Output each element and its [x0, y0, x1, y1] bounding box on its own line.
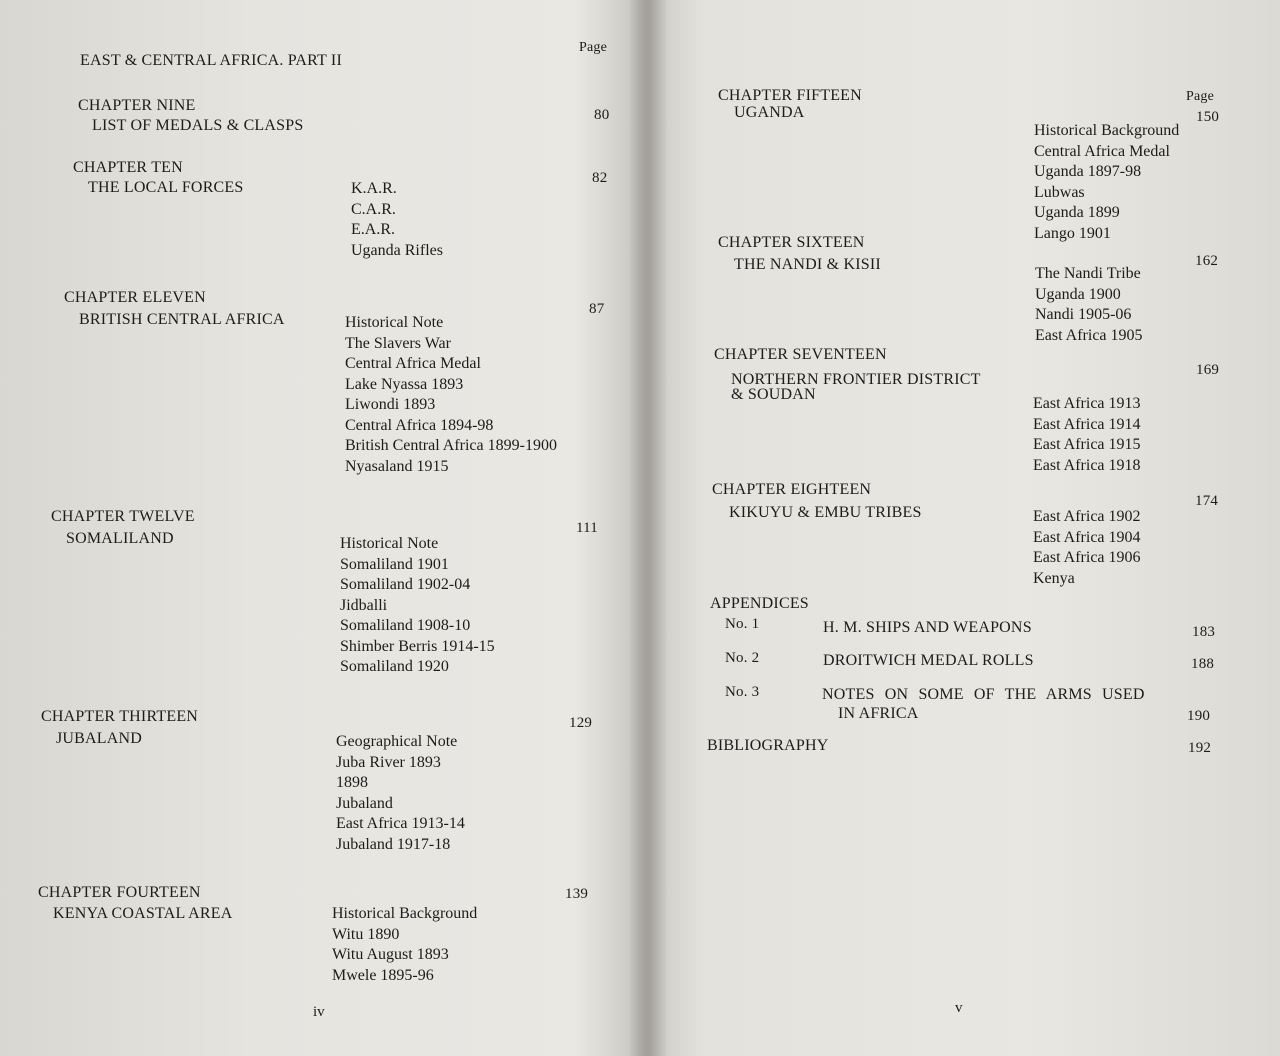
- chapter-heading: CHAPTER EIGHTEEN: [712, 481, 872, 498]
- chapter-heading: CHAPTER ELEVEN: [64, 289, 206, 306]
- appendix-page-number: 190: [1187, 708, 1211, 724]
- section-entry: 1898: [336, 774, 368, 791]
- section-list: [345, 313, 557, 477]
- section-entry: Uganda 1900: [1035, 285, 1121, 303]
- chapter-page-number: 174: [1195, 493, 1219, 509]
- section-entry: Somaliland 1920: [340, 658, 449, 675]
- appendix-title: H. M. SHIPS AND WEAPONS: [823, 619, 1032, 636]
- appendix-title-continued: IN AFRICA: [838, 705, 919, 722]
- section-entry: E.A.R.: [351, 221, 395, 238]
- section-entry: Juba River 1893: [336, 753, 441, 771]
- section-list: [1033, 394, 1141, 476]
- section-list: [351, 179, 443, 261]
- chapter-title: THE NANDI & KISII: [734, 256, 881, 273]
- section-entry: Lango 1901: [1034, 224, 1111, 242]
- section-entry: Central Africa Medal: [345, 355, 481, 372]
- chapter-page-number: 111: [576, 520, 598, 536]
- section-entry: Central Africa 1894-98: [345, 416, 494, 434]
- section-entry: Somaliland 1902-04: [340, 576, 471, 593]
- appendix-title: DROITWICH MEDAL ROLLS: [823, 652, 1034, 669]
- section-entry: Uganda 1899: [1034, 204, 1120, 221]
- chapter-heading: CHAPTER TEN: [73, 159, 183, 176]
- chapter-title: KIKUYU & EMBU TRIBES: [729, 504, 922, 521]
- section-entry: The Slavers War: [345, 334, 451, 352]
- chapter-title: BRITISH CENTRAL AFRICA: [79, 311, 285, 328]
- section-entry: Historical Background: [332, 905, 478, 922]
- chapter-heading: CHAPTER SEVENTEEN: [714, 346, 887, 363]
- section-entry: Central Africa Medal: [1034, 142, 1170, 160]
- bibliography-heading: BIBLIOGRAPHY: [707, 737, 829, 754]
- chapter-page-number: 139: [565, 886, 589, 902]
- section-entry: Witu 1890: [332, 925, 400, 943]
- section-entry: East Africa 1902: [1033, 508, 1141, 525]
- section-list: [336, 732, 465, 855]
- page-folio: v: [955, 1000, 963, 1016]
- chapter-page-number: 169: [1196, 362, 1220, 378]
- section-entry: Jidballi: [340, 596, 388, 614]
- section-entry: East Africa 1906: [1033, 549, 1141, 566]
- chapter-title: THE LOCAL FORCES: [88, 179, 244, 196]
- section-entry: C.A.R.: [351, 200, 396, 218]
- section-list: [332, 904, 477, 986]
- chapter-heading: CHAPTER FOURTEEN: [38, 884, 201, 901]
- section-entry: Somaliland 1901: [340, 555, 449, 573]
- chapter-page-number: 150: [1196, 109, 1220, 125]
- chapter-title: SOMALILAND: [66, 530, 174, 547]
- chapter-heading: CHAPTER FIFTEEN: [718, 87, 862, 104]
- chapter-heading: CHAPTER SIXTEEN: [718, 234, 865, 251]
- section-entry: Mwele 1895-96: [332, 966, 434, 984]
- section-entry: East Africa 1915: [1033, 436, 1141, 453]
- section-entry: Lake Nyassa 1893: [345, 375, 464, 393]
- section-entry: East Africa 1904: [1033, 528, 1141, 546]
- appendices-heading: APPENDICES: [710, 595, 809, 612]
- appendix-number: No. 3: [725, 684, 760, 700]
- section-list: [340, 534, 495, 678]
- appendix-title: NOTES ON SOME OF THE ARMS USED: [822, 686, 1145, 703]
- section-entry: East Africa 1905: [1035, 326, 1143, 344]
- appendix-page-number: 188: [1191, 656, 1215, 672]
- page-column-label: Page: [1186, 89, 1215, 104]
- chapter-page-number: 162: [1195, 253, 1219, 269]
- appendix-number: No. 2: [725, 650, 760, 666]
- section-entry: Historical Note: [340, 535, 439, 552]
- chapter-page-number: 87: [589, 301, 605, 317]
- chapter-title-continued: & SOUDAN: [731, 386, 816, 403]
- section-entry: Uganda 1897-98: [1034, 163, 1142, 180]
- section-entry: Kenya: [1033, 569, 1075, 587]
- section-entry: Nyasaland 1915: [345, 457, 449, 475]
- section-entry: Jubaland: [336, 794, 393, 812]
- chapter-page-number: 82: [592, 170, 608, 186]
- section-entry: Witu August 1893: [332, 946, 449, 963]
- section-entry: Historical Background: [1034, 122, 1180, 139]
- section-entry: Uganda Rifles: [351, 241, 443, 259]
- appendix-number: No. 1: [725, 616, 760, 632]
- section-entry: The Nandi Tribe: [1035, 265, 1141, 282]
- part-title: EAST & CENTRAL AFRICA. PART II: [80, 52, 342, 69]
- section-entry: K.A.R.: [351, 180, 397, 197]
- right-page: [650, 0, 1280, 1056]
- section-entry: Lubwas: [1034, 183, 1085, 201]
- chapter-title: LIST OF MEDALS & CLASPS: [92, 117, 304, 134]
- section-entry: Jubaland 1917-18: [336, 835, 451, 853]
- section-entry: East Africa 1918: [1033, 456, 1141, 474]
- chapter-page-number: 80: [594, 107, 610, 123]
- section-entry: Geographical Note: [336, 733, 458, 750]
- section-list: [1034, 121, 1179, 244]
- section-entry: East Africa 1913: [1033, 395, 1141, 412]
- chapter-title: JUBALAND: [56, 730, 143, 747]
- chapter-title: NORTHERN FRONTIER DISTRICT: [731, 371, 981, 388]
- chapter-title: KENYA COASTAL AREA: [53, 905, 233, 922]
- page-column-label: Page: [579, 40, 608, 55]
- section-entry: Shimber Berris 1914-15: [340, 637, 495, 655]
- section-list: [1033, 507, 1141, 589]
- page-folio: iv: [313, 1004, 325, 1020]
- section-entry: Liwondi 1893: [345, 396, 436, 413]
- appendix-page-number: 183: [1192, 624, 1216, 640]
- section-entry: Somaliland 1908-10: [340, 617, 471, 634]
- chapter-heading: CHAPTER TWELVE: [51, 508, 195, 525]
- chapter-heading: CHAPTER NINE: [78, 97, 196, 114]
- section-entry: East Africa 1913-14: [336, 815, 465, 832]
- chapter-title: UGANDA: [734, 104, 805, 121]
- section-entry: Nandi 1905-06: [1035, 306, 1132, 323]
- section-entry: British Central Africa 1899-1900: [345, 437, 557, 454]
- chapter-heading: CHAPTER THIRTEEN: [41, 708, 199, 725]
- section-entry: East Africa 1914: [1033, 415, 1141, 433]
- bibliography-page-number: 192: [1188, 740, 1212, 756]
- section-entry: Historical Note: [345, 314, 444, 331]
- chapter-page-number: 129: [569, 715, 593, 731]
- section-list: [1035, 264, 1143, 346]
